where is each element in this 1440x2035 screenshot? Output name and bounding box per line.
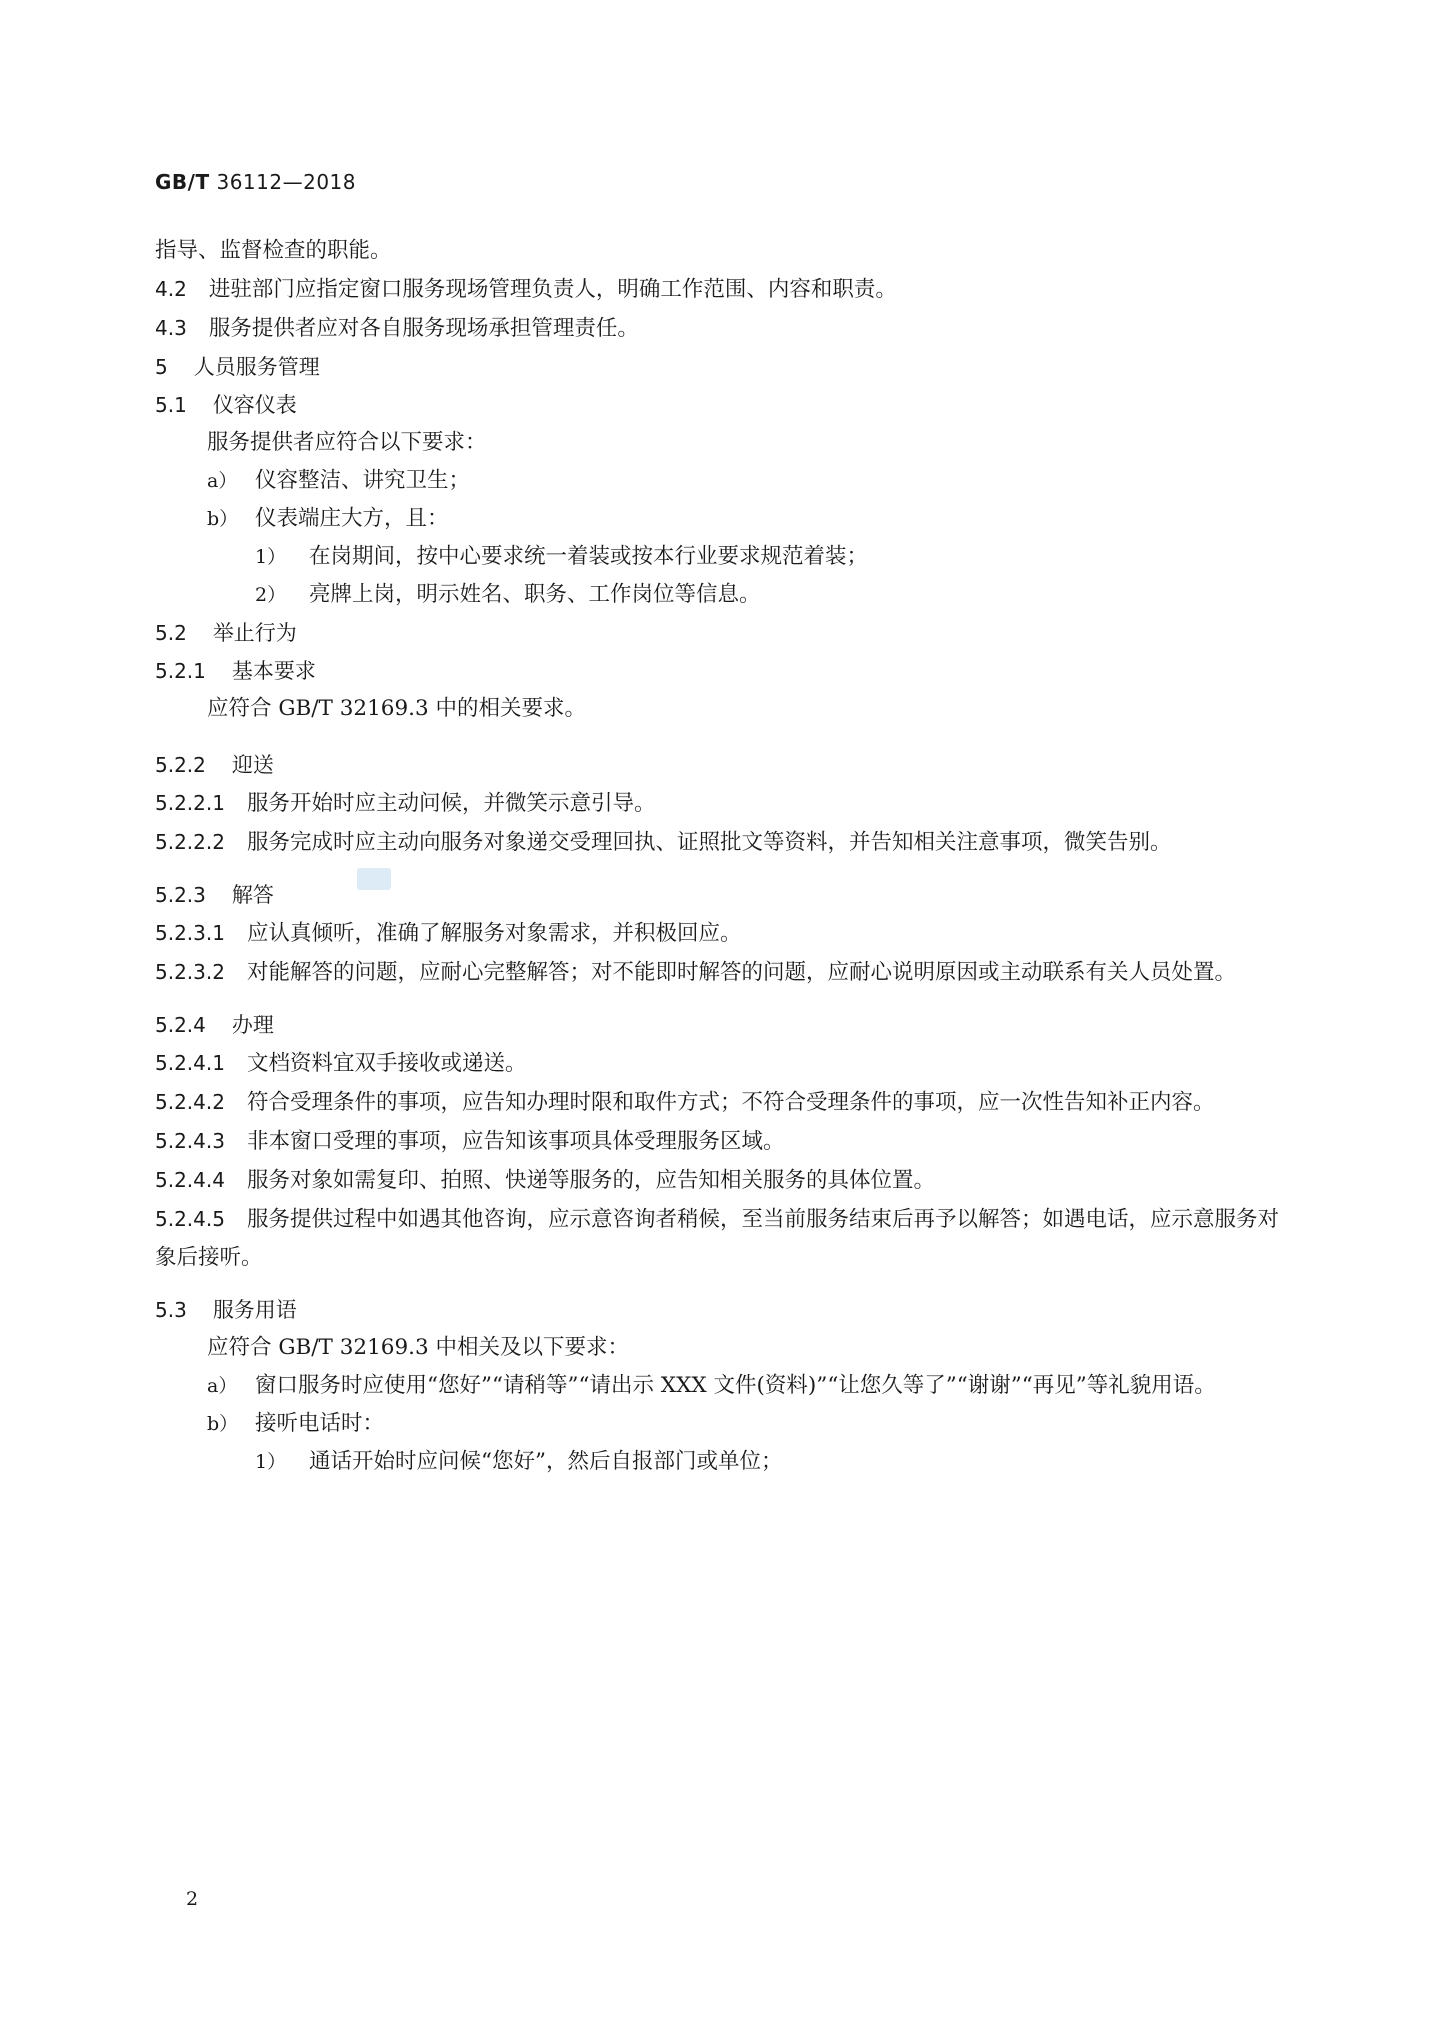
sub-item-1: [155, 1443, 1285, 1481]
clause-number: 5.2.3.1: [155, 921, 225, 945]
clause-number: 5.2.3.2: [155, 960, 225, 984]
lead-text: 服务提供者应符合以下要求：: [207, 430, 487, 455]
section-number: 5.2.1: [155, 659, 206, 683]
sub-item-1: [155, 538, 1285, 576]
page-number: 2: [186, 1888, 199, 1910]
list-marker: 1）: [255, 546, 287, 568]
section-5-heading: [155, 348, 1285, 386]
clause-number: 5.2.4.2: [155, 1090, 225, 1114]
clause-text: 应认真倾听，准确了解服务对象需求，并积极回应。: [246, 921, 742, 946]
list-marker: 1）: [255, 1451, 287, 1473]
list-marker: b）: [207, 508, 239, 530]
list-marker: b）: [207, 1413, 239, 1435]
clause-number: 5.2.2.2: [155, 830, 225, 854]
standard-number: 36112—2018: [216, 170, 356, 194]
list-item-a: [155, 1367, 1285, 1405]
clause-text: 服务完成时应主动向服务对象递交受理回执、证照批文等资料，并告知相关注意事项，微笑告别。: [246, 830, 1172, 855]
section-title: 人员服务管理: [193, 355, 320, 379]
section-title: 举止行为: [212, 621, 297, 645]
document-body: [155, 232, 1285, 1481]
continuation-text: 指导、监督检查的职能。: [155, 238, 392, 263]
lead-text: 应符合 GB/T 32169.3 中相关及以下要求：: [207, 1335, 629, 1360]
section-number: 5.2: [155, 621, 187, 645]
section-number: 5.1: [155, 393, 187, 417]
section-title: 基本要求: [231, 659, 316, 683]
clause-number: 5.2.4.4: [155, 1168, 225, 1192]
section-5-2-heading: [155, 614, 1285, 652]
section-5-1-heading: [155, 386, 1285, 424]
watermark-mark: [357, 868, 391, 890]
list-item-text: 通话开始时应问候“您好”，然后自报部门或单位；: [309, 1449, 783, 1474]
clause-text: 服务提供过程中如遇其他咨询，应示意咨询者稍候，至当前服务结束后再予以解答；如遇电话，应示意服务对象后接听。: [155, 1207, 1279, 1270]
clause-text: 服务开始时应主动问候，并微笑示意引导。: [246, 791, 656, 816]
list-item-text: 在岗期间，按中心要求统一着装或按本行业要求规范着装；: [309, 544, 869, 569]
section-title: 迎送: [231, 753, 274, 777]
list-marker: a）: [207, 470, 238, 492]
clause-5-2-4-5: [155, 1200, 1285, 1277]
section-number: 5.2.3: [155, 883, 206, 907]
section-5-2-4-heading: [155, 1006, 1285, 1044]
clause-number: 5.2.2.1: [155, 791, 225, 815]
clause-5-2-3-2: [155, 953, 1285, 992]
list-item-text: 接听电话时：: [255, 1411, 385, 1436]
standard-prefix: GB/T: [155, 170, 210, 194]
section-number: 5.2.4: [155, 1013, 206, 1037]
clause-5-2-3-1: [155, 914, 1285, 953]
section-5-2-3-heading: [155, 876, 1285, 914]
clause-4-3: [155, 309, 1285, 348]
clause-5-2-2-1: [155, 784, 1285, 823]
list-item-text: 窗口服务时应使用“您好”“请稍等”“请出示 XXX 文件(资料)”“让您久等了”“谢谢”“再见”等礼貌用语。: [255, 1373, 1216, 1398]
section-title: 仪容仪表: [212, 393, 297, 417]
clause-text: 服务提供者应对各自服务现场承担管理责任。: [208, 316, 639, 341]
section-title: 办理: [231, 1013, 274, 1037]
list-item-a: [155, 462, 1285, 500]
section-number: 5.3: [155, 1298, 187, 1322]
clause-text: 进驻部门应指定窗口服务现场管理负责人，明确工作范围、内容和职责。: [208, 277, 897, 302]
clause-text: 符合受理条件的事项，应告知办理时限和取件方式；不符合受理条件的事项，应一次性告知补正内容。: [246, 1090, 1215, 1115]
list-marker: 2）: [255, 584, 287, 606]
clause-text: 对能解答的问题，应耐心完整解答；对不能即时解答的问题，应耐心说明原因或主动联系有关人员处置。: [246, 960, 1236, 985]
list-item-b: [155, 1405, 1285, 1443]
clause-text: 应符合 GB/T 32169.3 中的相关要求。: [207, 696, 586, 721]
list-marker: a）: [207, 1375, 238, 1397]
clause-5-2-4-3: [155, 1122, 1285, 1161]
section-number: 5: [155, 355, 168, 379]
sub-item-2: [155, 576, 1285, 614]
clause-number: 5.2.4.5: [155, 1207, 225, 1231]
section-5-2-1-heading: [155, 652, 1285, 690]
clause-number: 4.3: [155, 316, 187, 340]
standard-header: [155, 170, 356, 194]
section-title: 服务用语: [212, 1298, 297, 1322]
clause-text: 文档资料宜双手接收或递送。: [246, 1051, 527, 1076]
clause-number: 5.2.4.1: [155, 1051, 225, 1075]
clause-4-2: [155, 270, 1285, 309]
clause-5-2-4-1: [155, 1044, 1285, 1083]
list-item-b: [155, 500, 1285, 538]
clause-5-2-4-2: [155, 1083, 1285, 1122]
section-5-2-2-heading: [155, 746, 1285, 784]
clause-number: 4.2: [155, 277, 187, 301]
list-item-text: 亮牌上岗，明示姓名、职务、工作岗位等信息。: [309, 582, 761, 607]
clause-5-2-4-4: [155, 1161, 1285, 1200]
list-item-text: 仪容整洁、讲究卫生；: [255, 468, 471, 493]
clause-text: 服务对象如需复印、拍照、快递等服务的，应告知相关服务的具体位置。: [246, 1168, 935, 1193]
section-5-3-heading: [155, 1291, 1285, 1329]
clause-5-2-2-2: [155, 823, 1285, 862]
section-number: 5.2.2: [155, 753, 206, 777]
section-title: 解答: [231, 883, 274, 907]
list-item-text: 仪表端庄大方，且：: [255, 506, 449, 531]
clause-number: 5.2.4.3: [155, 1129, 225, 1153]
clause-text: 非本窗口受理的事项，应告知该事项具体受理服务区域。: [246, 1129, 785, 1154]
